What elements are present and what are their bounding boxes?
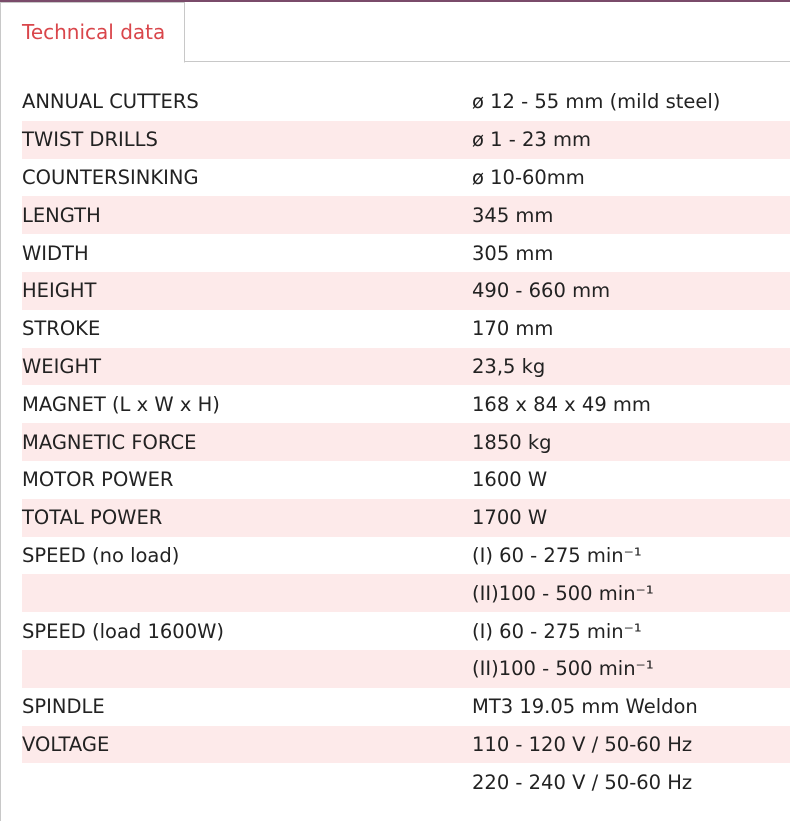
spec-label: MAGNET (L x W x H) [22,385,472,423]
spec-label: SPEED (no load) [22,537,472,575]
spec-value: 490 - 660 mm [472,272,790,310]
technical-data-table [22,83,790,801]
spec-value: (II)100 - 500 min⁻¹ [472,574,790,612]
spec-row-length [22,196,790,234]
spec-label [22,763,472,801]
spec-label: LENGTH [22,196,472,234]
spec-row-total-power [22,499,790,537]
spec-row-stroke [22,310,790,348]
spec-row-voltage-alt [22,763,790,801]
spec-value: 345 mm [472,196,790,234]
spec-label: TWIST DRILLS [22,121,472,159]
spec-value: 1850 kg [472,423,790,461]
spec-row-width [22,234,790,272]
tab-technical-data[interactable]: Technical data [0,2,185,63]
spec-row-speed-load-gear2 [22,650,790,688]
spec-label [22,574,472,612]
spec-row-height [22,272,790,310]
spec-value: (II)100 - 500 min⁻¹ [472,650,790,688]
spec-value: ø 10-60mm [472,159,790,197]
spec-row-countersinking [22,159,790,197]
spec-label: STROKE [22,310,472,348]
spec-label: HEIGHT [22,272,472,310]
spec-row-spindle [22,688,790,726]
spec-row-speed-no-load [22,537,790,575]
spec-value: 23,5 kg [472,348,790,386]
spec-value: 168 x 84 x 49 mm [472,385,790,423]
spec-value: 170 mm [472,310,790,348]
spec-label: TOTAL POWER [22,499,472,537]
spec-label: ANNUAL CUTTERS [22,83,472,121]
spec-value: 1600 W [472,461,790,499]
spec-label [22,650,472,688]
spec-row-magnetic-force [22,423,790,461]
spec-value: ø 1 - 23 mm [472,121,790,159]
spec-row-speed-no-load-gear2 [22,574,790,612]
spec-label: SPINDLE [22,688,472,726]
spec-value: (I) 60 - 275 min⁻¹ [472,612,790,650]
spec-row-magnet [22,385,790,423]
spec-value: 220 - 240 V / 50-60 Hz [472,763,790,801]
spec-row-annular-cutters [22,83,790,121]
spec-label: MAGNETIC FORCE [22,423,472,461]
spec-label: MOTOR POWER [22,461,472,499]
spec-value: 1700 W [472,499,790,537]
spec-label: SPEED (load 1600W) [22,612,472,650]
tab-bar [0,0,790,62]
spec-row-twist-drills [22,121,790,159]
spec-value: MT3 19.05 mm Weldon [472,688,790,726]
spec-label: WEIGHT [22,348,472,386]
spec-value: ø 12 - 55 mm (mild steel) [472,83,790,121]
spec-label: WIDTH [22,234,472,272]
spec-row-weight [22,348,790,386]
spec-label: VOLTAGE [22,726,472,764]
spec-row-motor-power [22,461,790,499]
spec-value: 110 - 120 V / 50-60 Hz [472,726,790,764]
spec-row-speed-load [22,612,790,650]
spec-label: COUNTERSINKING [22,159,472,197]
spec-row-voltage [22,726,790,764]
spec-value: 305 mm [472,234,790,272]
spec-value: (I) 60 - 275 min⁻¹ [472,537,790,575]
